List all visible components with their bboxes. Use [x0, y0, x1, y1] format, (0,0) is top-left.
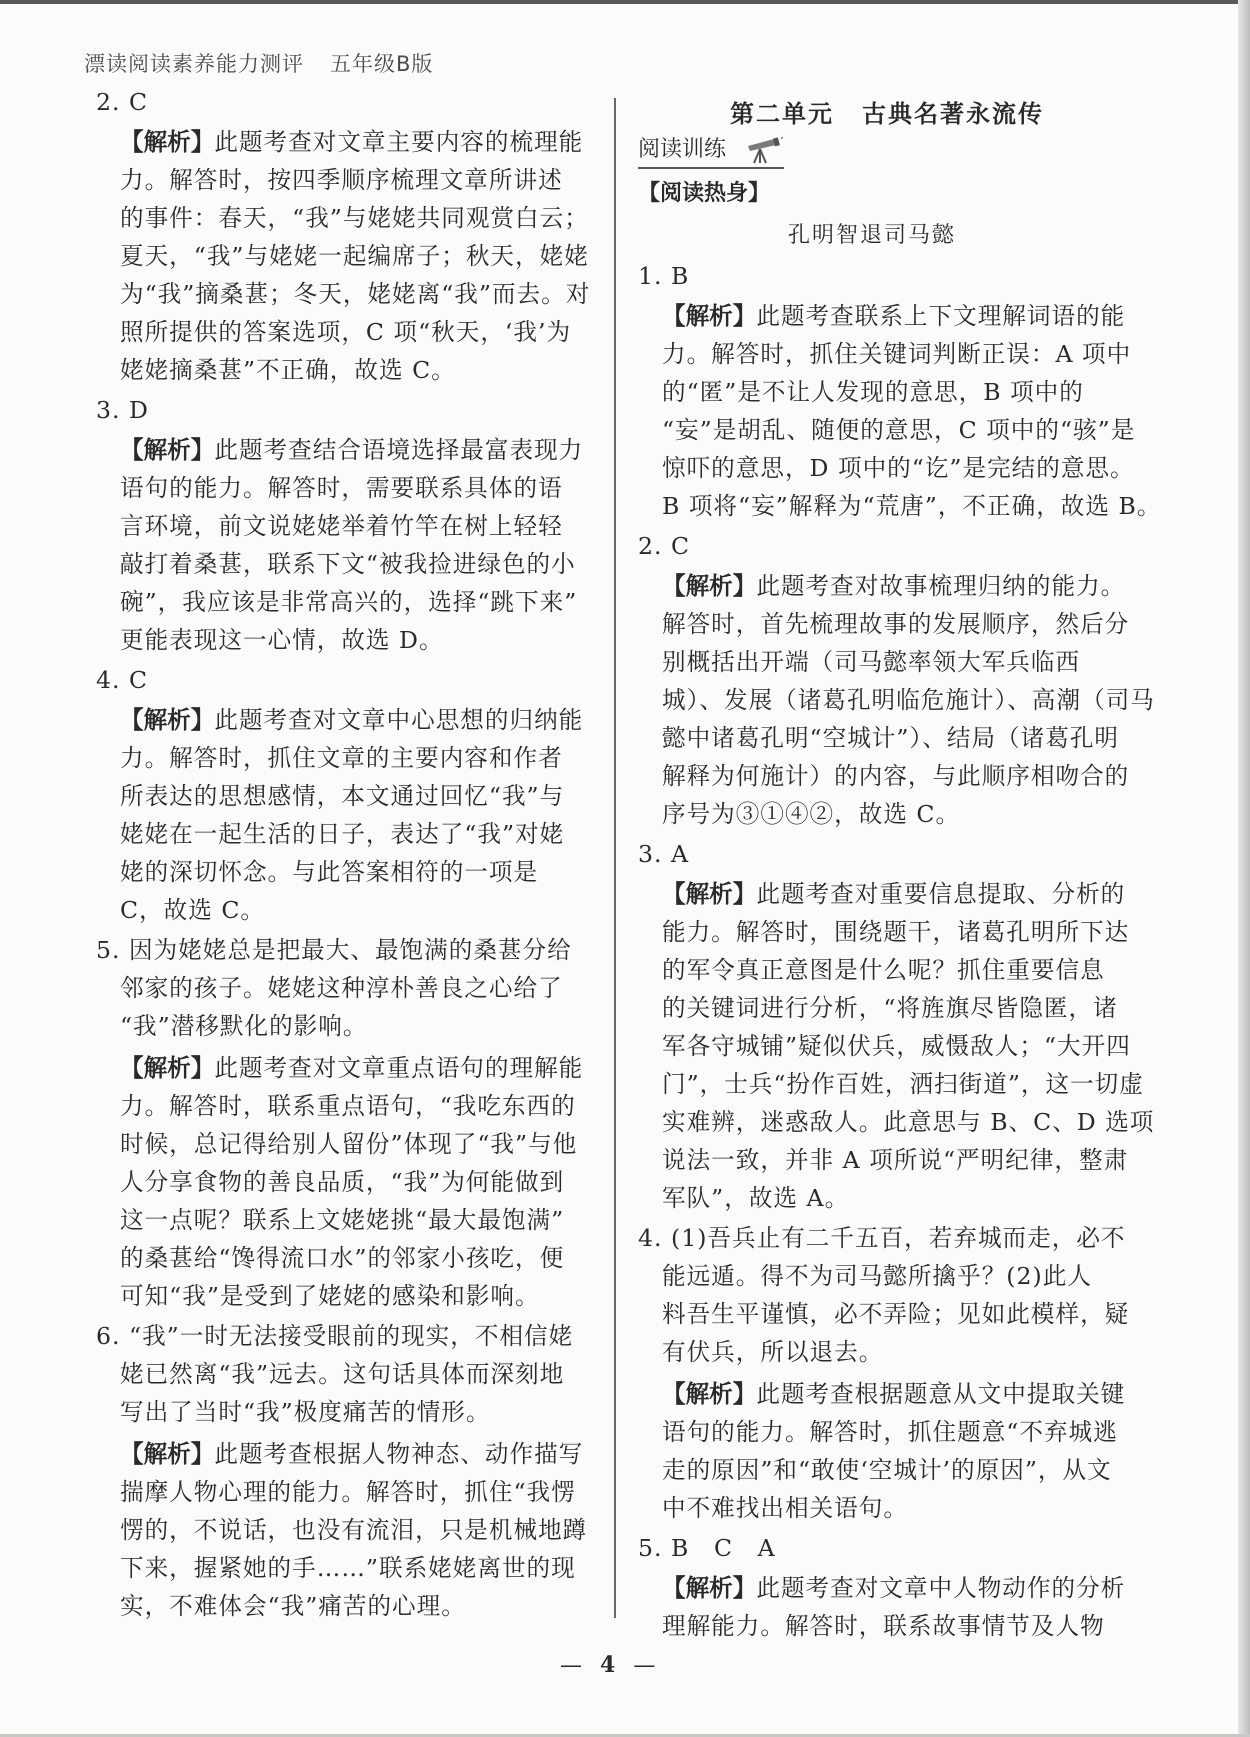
text-line: 的桑葚给“馋得流口水”的邻家小孩吃，便 [120, 1244, 565, 1272]
answer-number-line [96, 662, 148, 698]
section-label-reading-training: 阅读训练 [638, 137, 727, 162]
unit-title [730, 94, 1044, 129]
text-line: 语句的能力。解答时，抓住题意“不弃城逃 [662, 1418, 1118, 1446]
analysis-text: 此题考查对文章重点语句的理解能 [214, 1054, 584, 1082]
page-top-border [0, 0, 1250, 4]
text-line: 照所提供的答案选项，C 项“秋天，‘我’为 [120, 318, 572, 346]
text-line: 解答时，首先梳理故事的发展顺序，然后分 [662, 610, 1130, 638]
text-line: 惊吓的意思，D 项中的“讫”是完结的意思。 [662, 454, 1135, 482]
answer-number-line [638, 836, 689, 872]
answer-text: 2. C [96, 88, 149, 116]
text-line: 的事件：春天，“我”与姥姥共同观赏白云； [120, 204, 589, 232]
text-line: 姥已然离“我”远去。这句话具体而深刻地 [120, 1360, 565, 1388]
text-line: 敲打着桑葚，联系下文“被我捡进绿色的小 [120, 550, 576, 578]
analysis-text: 此题考查根据题意从文中提取关键 [756, 1380, 1126, 1408]
answer-text: 5. B C A [638, 1534, 776, 1562]
text-line: 料吾生平谨慎，必不弄险；见如此模样，疑 [662, 1300, 1130, 1328]
text-line: 懿中诸葛孔明“空城计”）、结局（诸葛孔明 [662, 724, 1120, 752]
text-line: 为“我”摘桑葚；冬天，姥姥离“我”而去。对 [120, 280, 591, 308]
text-line: 中不难找出相关语句。 [662, 1494, 908, 1522]
text-line: 的关键词进行分析，“将旌旗尽皆隐匿，诸 [662, 994, 1118, 1022]
text-line: 语句的能力。解答时，需要联系具体的语 [120, 474, 563, 502]
answer-number-line [96, 392, 149, 428]
analysis-label: 【解析】 [662, 880, 757, 908]
answer-text: 3. A [638, 840, 690, 868]
text-line: 力。解答时，抓住关键词判断正误：A 项中 [662, 340, 1132, 368]
text-line: 力。解答时，联系重点语句，“我吃东西的 [120, 1092, 576, 1120]
analysis-label: 【解析】 [662, 302, 757, 330]
answer-text: 4. C [96, 666, 149, 694]
analysis-line [662, 876, 1125, 912]
analysis-line [120, 702, 583, 738]
page-dash-right: — [633, 1653, 656, 1678]
section-underline [638, 167, 784, 169]
text-line: 这一点呢？联系上文姥姥挑“最大最饱满” [120, 1206, 565, 1234]
analysis-label: 【解析】 [662, 1574, 757, 1602]
text-line: 解释为何施计）的内容，与此顺序相吻合的 [662, 762, 1130, 790]
text-line: 军各守城铺”疑似伏兵，威慑敌人；“大开四 [662, 1032, 1131, 1060]
edition-label: 五年级B版 [330, 52, 434, 76]
analysis-label: 【解析】 [120, 128, 215, 156]
answer-number-line [96, 84, 148, 120]
text-line: 姥的深切怀念。与此答案相符的一项是 [120, 858, 539, 886]
text-line: 力。解答时，按四季顺序梳理文章所讲述 [120, 166, 563, 194]
text-line: 的军令真正意图是什么呢？抓住重要信息 [662, 956, 1105, 984]
text-line: 走的原因”和“敢使‘空城计’的原因”，从文 [662, 1456, 1112, 1484]
text-line: 序号为③①④②，故选 C。 [662, 800, 961, 828]
story-title: 孔明智退司马懿 [788, 223, 957, 248]
text-line: “妄”是胡乱、随便的意思，C 项中的“骇”是 [662, 416, 1136, 444]
text-line: 时候，总记得给别人留份”体现了“我”与他 [120, 1130, 578, 1158]
analysis-line [120, 1436, 583, 1472]
text-line: 能力。解答时，围绕题干，诸葛孔明所下达 [662, 918, 1130, 946]
page-number [560, 1652, 655, 1678]
book-title: 漂读阅读素养能力测评 [84, 52, 304, 76]
analysis-label: 【解析】 [120, 1054, 215, 1082]
text-line: 所表达的思想感情，本文通过回忆“我”与 [120, 782, 565, 810]
answer-number-line [638, 1530, 776, 1566]
analysis-text: 此题考查联系上下文理解词语的能 [756, 302, 1126, 330]
answer-text: 5. 因为姥姥总是把最大、最饱满的桑葚分给 [96, 936, 572, 964]
answer-number-line [638, 1220, 1126, 1256]
page-number-value: 4 [600, 1652, 616, 1678]
analysis-line [120, 1050, 583, 1086]
column-divider [614, 98, 616, 1618]
text-line: 说法一致，并非 A 项所说“严明纪律，整肃 [662, 1146, 1129, 1174]
analysis-label: 【解析】 [662, 572, 757, 600]
text-line: 姥姥在一起生活的日子，表达了“我”对姥 [120, 820, 565, 848]
text-line: 军队”，故选 A。 [662, 1184, 850, 1212]
analysis-line [662, 568, 1125, 604]
text-line: 下来，握紧她的手……”联系姥姥离世的现 [120, 1554, 576, 1582]
text-line: 别概括出开端（司马懿率领大军兵临西 [662, 648, 1081, 676]
analysis-text: 此题考查对故事梳理归纳的能力。 [756, 572, 1126, 600]
analysis-line [120, 124, 583, 160]
page-right-edge [1238, 0, 1250, 1737]
text-line: 门”，士兵“扮作百姓，洒扫街道”，这一切虚 [662, 1070, 1144, 1098]
text-line: 实难辨，迷惑敌人。此意思与 B、C、D 选项 [662, 1108, 1155, 1136]
text-line: 城）、发展（诸葛孔明临危施计）、高潮（司马 [662, 686, 1155, 714]
text-line: 力。解答时，抓住文章的主要内容和作者 [120, 744, 563, 772]
analysis-label: 【解析】 [120, 1440, 215, 1468]
text-line: 能远遁。得不为司马懿所擒乎？(2)此人 [662, 1262, 1092, 1290]
unit-number: 第二单元 [730, 99, 834, 128]
running-header [84, 48, 433, 78]
analysis-text: 此题考查对文章主要内容的梳理能 [214, 128, 584, 156]
analysis-line [662, 1376, 1125, 1412]
text-line: 的“匿”是不让人发现的意思，B 项中的 [662, 378, 1084, 406]
text-line: 姥姥摘桑葚”不正确，故选 C。 [120, 356, 456, 384]
text-line: 写出了当时“我”极度痛苦的情形。 [120, 1398, 491, 1426]
answer-text: 1. B [638, 262, 690, 290]
analysis-line [120, 432, 583, 468]
text-line: “我”潜移默化的影响。 [120, 1012, 368, 1040]
analysis-text: 此题考查对文章中人物动作的分析 [756, 1574, 1126, 1602]
answer-text: 2. C [638, 532, 691, 560]
text-line: 实，不难体会“我”痛苦的心理。 [120, 1592, 466, 1620]
analysis-label: 【解析】 [120, 706, 215, 734]
answer-number-line [96, 932, 572, 968]
analysis-text: 此题考查根据人物神态、动作描写 [214, 1440, 584, 1468]
analysis-text: 此题考查对文章中心思想的归纳能 [214, 706, 584, 734]
subsection-label-warmup: 【阅读热身】 [638, 181, 771, 206]
answer-number-line [638, 528, 690, 564]
text-line: B 项将“妄”解释为“荒唐”，不正确，故选 B。 [662, 492, 1162, 520]
text-line: 碗”，我应该是非常高兴的，选择“跳下来” [120, 588, 578, 616]
analysis-line [662, 1570, 1125, 1606]
text-line: C，故选 C。 [120, 896, 265, 924]
text-line: 揣摩人物心理的能力。解答时，抓住“我愣 [120, 1478, 576, 1506]
text-line: 言环境，前文说姥姥举着竹竿在树上轻轻 [120, 512, 563, 540]
text-line: 夏天，“我”与姥姥一起编席子；秋天，姥姥 [120, 242, 589, 270]
unit-name: 古典名著永流传 [862, 99, 1044, 128]
page-dash-left: — [560, 1653, 582, 1678]
text-line: 邻家的孩子。姥姥这种淳朴善良之心给了 [120, 974, 563, 1002]
analysis-line [662, 298, 1125, 334]
answer-text: 4. (1)吾兵止有二千五百，若弃城而走，必不 [638, 1224, 1126, 1252]
text-line: 人分享食物的善良品质，“我”为何能做到 [120, 1168, 565, 1196]
answer-text: 6. “我”一时无法接受眼前的现实，不相信姥 [96, 1322, 574, 1350]
analysis-text: 此题考查对重要信息提取、分析的 [756, 880, 1126, 908]
analysis-label: 【解析】 [662, 1380, 757, 1408]
analysis-text: 此题考查结合语境选择最富表现力 [214, 436, 584, 464]
answer-number-line [96, 1318, 573, 1354]
text-line: 更能表现这一心情，故选 D。 [120, 626, 444, 654]
answer-number-line [638, 258, 689, 294]
text-line: 理解能力。解答时，联系故事情节及人物 [662, 1612, 1105, 1640]
telescope-icon [744, 136, 784, 164]
answer-text: 3. D [96, 396, 149, 424]
analysis-label: 【解析】 [120, 436, 215, 464]
text-line: 愣的，不说话，也没有流泪，只是机械地蹲 [120, 1516, 588, 1544]
text-line: 有伏兵，所以退去。 [662, 1338, 884, 1366]
text-line: 可知“我”是受到了姥姥的感染和影响。 [120, 1282, 540, 1310]
